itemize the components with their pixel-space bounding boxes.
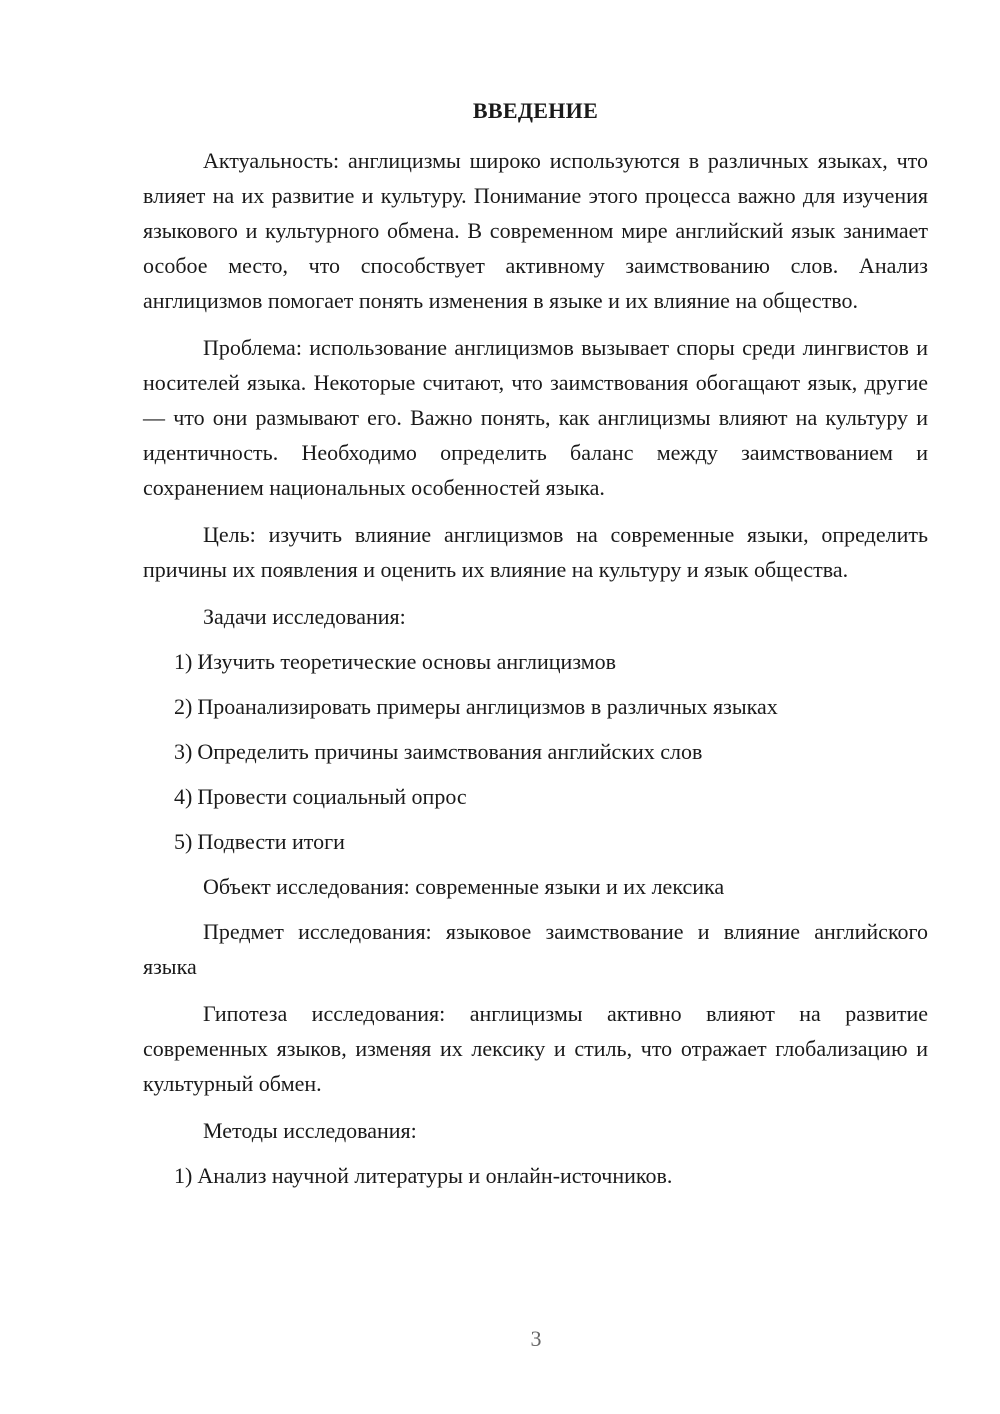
task-number: 2) xyxy=(174,694,193,719)
task-text: Проанализировать примеры англицизмов в различных языках xyxy=(197,694,778,719)
task-item xyxy=(143,779,928,814)
task-number: 1) xyxy=(174,649,193,674)
tasks-list xyxy=(143,644,928,859)
subject-paragraph: Предмет исследования: языковое заимствование и влияние английского языка xyxy=(143,919,928,979)
method-text: Анализ научной литературы и онлайн-источников. xyxy=(197,1163,673,1188)
task-number: 3) xyxy=(174,739,193,764)
methods-list xyxy=(143,1158,928,1193)
page-number: 3 xyxy=(530,1326,542,1351)
task-item xyxy=(143,824,928,859)
task-text: Подвести итоги xyxy=(197,829,345,854)
section-title: ВВЕДЕНИЕ xyxy=(472,98,599,123)
task-item xyxy=(143,734,928,769)
problem-paragraph: Проблема: использование англицизмов вызывает споры среди лингвистов и носителей языка. Некоторые считают, что заимствования обогащают язык, другие — что они размывают его. Важно понять, как англицизмы влияют на культуру и идентичность. Необходимо определить баланс между заимствованием и сохранением национальных особенностей языка. xyxy=(143,335,928,500)
task-number: 5) xyxy=(174,829,193,854)
methods-heading: Методы исследования: xyxy=(203,1118,417,1143)
method-item xyxy=(143,1158,928,1193)
tasks-heading: Задачи исследования: xyxy=(203,604,406,629)
relevance-paragraph: Актуальность: англицизмы широко используются в различных языках, что влияет на их развитие и культуру. Понимание этого процесса важно для изучения языкового и культурного обмена. В современном мире английский язык занимает особое место, что способствует активному заимствованию слов. Анализ англицизмов помогает понять изменения в языке и их влияние на общество. xyxy=(143,148,928,313)
task-item xyxy=(143,644,928,679)
goal-paragraph: Цель: изучить влияние англицизмов на современные языки, определить причины их появления и оценить их влияние на культуру и язык общества. xyxy=(143,522,928,582)
task-text: Определить причины заимствования английских слов xyxy=(197,739,703,764)
document-page xyxy=(143,96,928,1203)
task-item xyxy=(143,689,928,724)
task-number: 4) xyxy=(174,784,193,809)
method-number: 1) xyxy=(174,1163,193,1188)
hypothesis-paragraph: Гипотеза исследования: англицизмы активно влияют на развитие современных языков, изменяя их лексику и стиль, что отражает глобализацию и культурный обмен. xyxy=(143,1001,928,1096)
task-text: Провести социальный опрос xyxy=(197,784,467,809)
task-text: Изучить теоретические основы англицизмов xyxy=(197,649,617,674)
object-paragraph: Объект исследования: современные языки и их лексика xyxy=(203,874,725,899)
